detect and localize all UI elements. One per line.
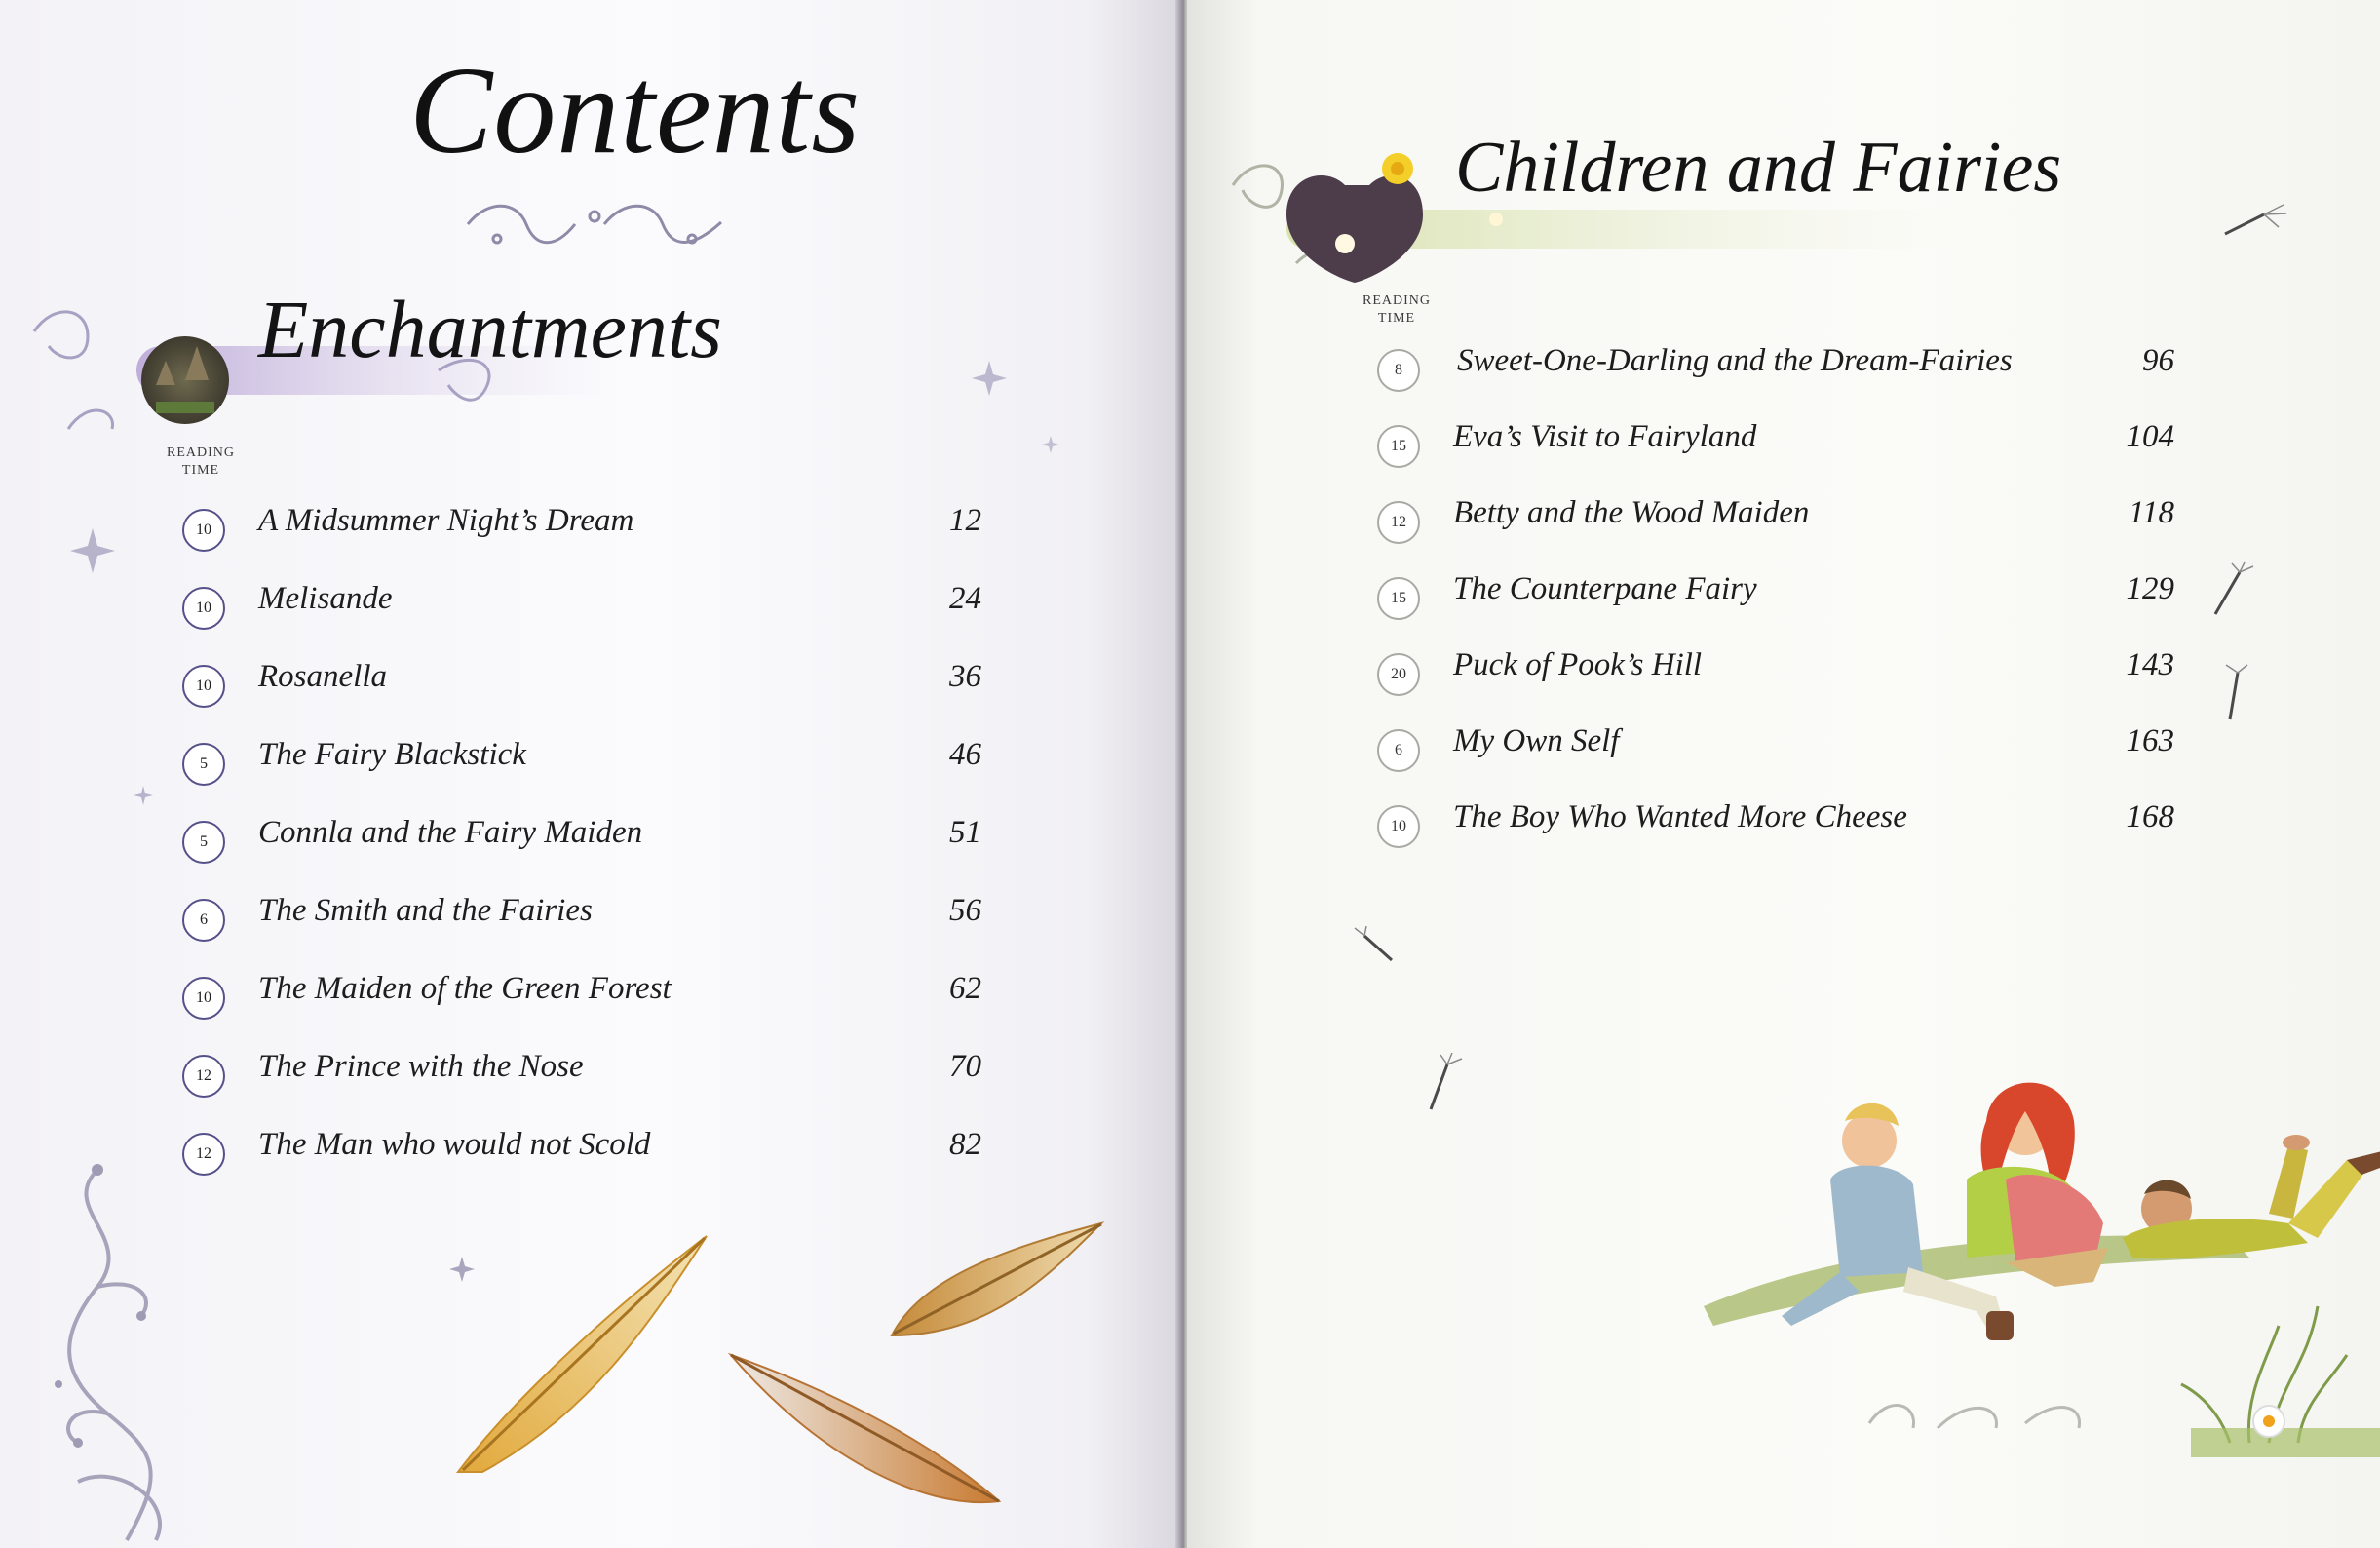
page-number: 56 bbox=[949, 893, 981, 928]
right-page bbox=[1187, 0, 2380, 1548]
daisy-icon bbox=[1380, 151, 1415, 186]
reading-time-badge: 20 bbox=[1377, 653, 1420, 696]
reading-time-label: READING TIME bbox=[167, 445, 235, 478]
page-number: 129 bbox=[2126, 571, 2174, 606]
page-number: 51 bbox=[949, 815, 981, 850]
story-title[interactable]: A Midsummer Night’s Dream bbox=[258, 503, 634, 538]
title-flourish-icon bbox=[458, 195, 750, 253]
reading-time-badge: 5 bbox=[182, 821, 225, 864]
reading-time-badge: 15 bbox=[1377, 425, 1420, 468]
reading-time-badge: 15 bbox=[1377, 577, 1420, 620]
reading-time-badge: 10 bbox=[182, 587, 225, 630]
flourish-icon bbox=[39, 1150, 214, 1548]
story-title[interactable]: The Boy Who Wanted More Cheese bbox=[1453, 799, 1907, 834]
reading-time-badge: 6 bbox=[182, 899, 225, 942]
page-number: 24 bbox=[949, 581, 981, 616]
dandelion-seed-icon bbox=[2220, 200, 2288, 239]
page-number: 46 bbox=[949, 737, 981, 772]
page-number: 36 bbox=[949, 659, 981, 694]
story-title[interactable]: The Man who would not Scold bbox=[258, 1127, 651, 1162]
page-number: 163 bbox=[2126, 723, 2174, 758]
reading-time-badge: 10 bbox=[182, 509, 225, 552]
story-title[interactable]: Puck of Pook’s Hill bbox=[1453, 647, 1703, 682]
story-title[interactable]: Rosanella bbox=[258, 659, 387, 694]
page-number: 104 bbox=[2126, 419, 2174, 454]
enchantments-title: Enchantments bbox=[258, 285, 722, 375]
page-number: 12 bbox=[949, 503, 981, 538]
feather-icon bbox=[726, 1345, 1009, 1521]
star-icon bbox=[1041, 435, 1060, 454]
flourish-icon bbox=[1860, 1267, 2380, 1462]
reading-time-badge: 12 bbox=[1377, 501, 1420, 544]
story-title[interactable]: Connla and the Fairy Maiden bbox=[258, 815, 643, 850]
star-icon bbox=[970, 359, 1009, 398]
story-title[interactable]: The Counterpane Fairy bbox=[1453, 571, 1757, 606]
page-number: 96 bbox=[2142, 343, 2174, 378]
story-title[interactable]: My Own Self bbox=[1453, 723, 1620, 758]
reading-time-badge: 8 bbox=[1377, 349, 1420, 392]
story-title[interactable]: The Fairy Blackstick bbox=[258, 737, 526, 772]
reading-time-badge: 10 bbox=[1377, 805, 1420, 848]
dandelion-seed-icon bbox=[1353, 926, 1401, 965]
story-title[interactable]: Eva’s Visit to Fairyland bbox=[1453, 419, 1757, 454]
reading-time-badge: 10 bbox=[182, 977, 225, 1020]
story-title[interactable]: Melisande bbox=[258, 581, 393, 616]
feather-icon bbox=[443, 1228, 716, 1491]
feather-icon bbox=[882, 1219, 1106, 1355]
story-title[interactable]: The Smith and the Fairies bbox=[258, 893, 593, 928]
reading-time-badge: 10 bbox=[182, 665, 225, 708]
page-number: 62 bbox=[949, 971, 981, 1006]
story-title[interactable]: Betty and the Wood Maiden bbox=[1453, 495, 1810, 530]
dandelion-seed-icon bbox=[2220, 663, 2259, 721]
star-icon bbox=[133, 785, 154, 806]
reading-time-badge: 12 bbox=[182, 1133, 225, 1176]
star-icon bbox=[68, 526, 117, 575]
reading-time-badge: 12 bbox=[182, 1055, 225, 1098]
dandelion-seed-icon bbox=[1423, 1053, 1472, 1111]
contents-title: Contents bbox=[409, 41, 862, 179]
story-title[interactable]: The Maiden of the Green Forest bbox=[258, 971, 672, 1006]
page-number: 70 bbox=[949, 1049, 981, 1084]
reading-time-badge: 5 bbox=[182, 743, 225, 786]
children-fairies-title: Children and Fairies bbox=[1455, 128, 2062, 208]
page-number: 82 bbox=[949, 1127, 981, 1162]
story-title[interactable]: The Prince with the Nose bbox=[258, 1049, 584, 1084]
reading-time-badge: 6 bbox=[1377, 729, 1420, 772]
left-page bbox=[0, 0, 1183, 1548]
dandelion-seed-icon bbox=[2210, 561, 2259, 619]
page-number: 168 bbox=[2126, 799, 2174, 834]
page-number: 143 bbox=[2126, 647, 2174, 682]
page-number: 118 bbox=[2128, 495, 2174, 530]
story-title[interactable]: Sweet-One-Darling and the Dream-Fairies bbox=[1457, 343, 2013, 378]
reading-time-label: READING TIME bbox=[1363, 293, 1431, 326]
